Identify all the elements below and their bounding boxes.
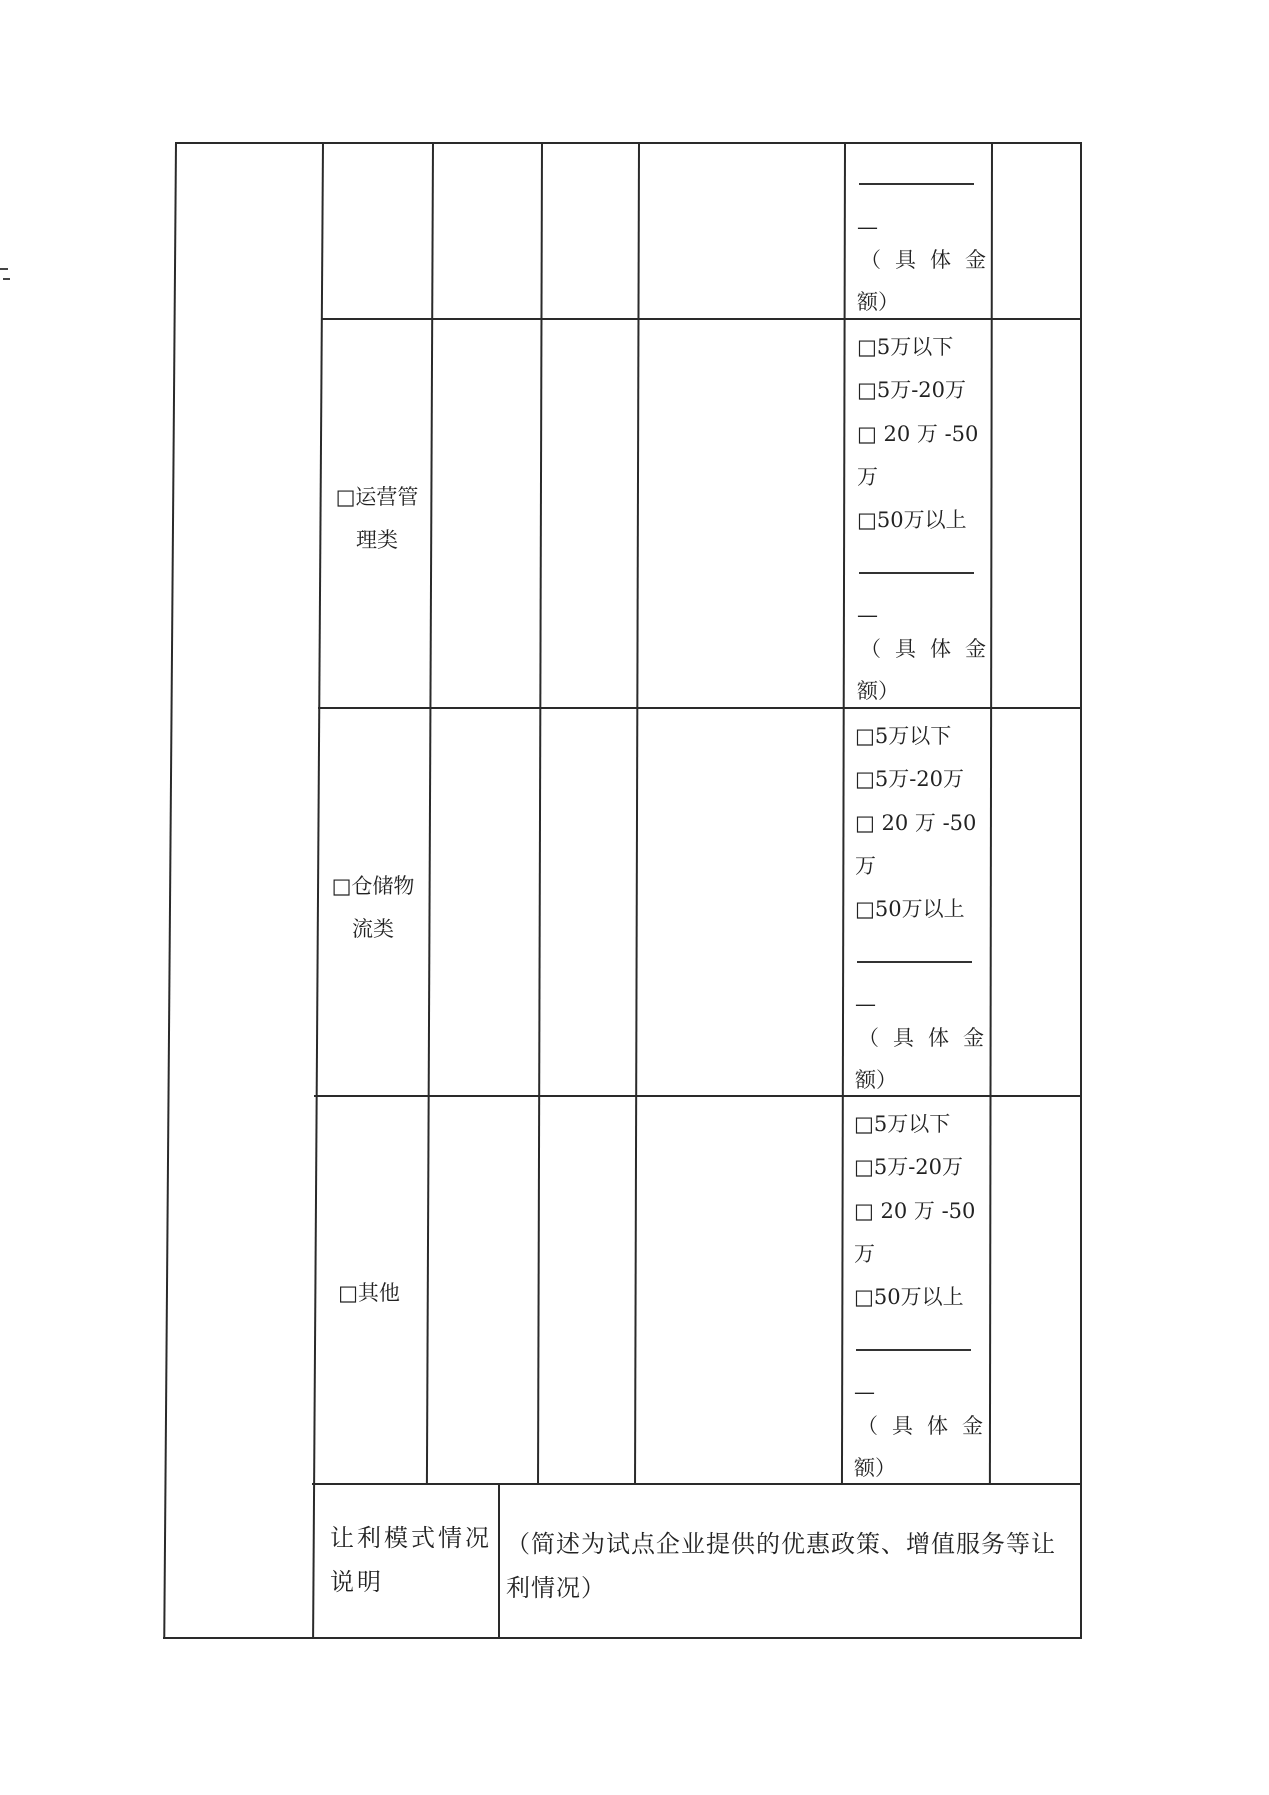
amount-option-20w-50w[interactable]: □ 20 万 -50 <box>855 811 977 835</box>
amount-option-under-5w[interactable]: □5万以下 <box>855 724 952 748</box>
separator-dash: — <box>857 603 878 627</box>
amount-option-over-50w[interactable]: □50万以上 <box>854 1285 964 1309</box>
row-divider <box>318 707 1080 709</box>
blank-underline <box>857 961 972 963</box>
amount-option-5w-20w[interactable]: □5万-20万 <box>857 378 967 402</box>
amount-label: （具体金 <box>857 1414 997 1438</box>
column-divider <box>498 1483 500 1638</box>
row-divider <box>322 318 1080 320</box>
table-border-bottom <box>163 1637 1080 1639</box>
amount-option-5w-20w[interactable]: □5万-20万 <box>854 1155 964 1179</box>
category-line: □运营管 <box>335 485 419 509</box>
column-divider <box>841 142 846 1484</box>
category-line: 流类 <box>352 917 394 941</box>
amount-option-20w-50w-cont: 万 <box>855 854 876 878</box>
amount-label: （具体金 <box>860 637 1000 661</box>
amount-option-20w-50w-cont: 万 <box>857 465 878 489</box>
category-line: □其他 <box>338 1281 400 1305</box>
separator-dash: — <box>855 992 876 1016</box>
description-line: 利情况） <box>506 1574 606 1602</box>
amount-label-end: 额） <box>854 1456 896 1480</box>
separator-dash: — <box>854 1380 875 1404</box>
amount-label: （具体金 <box>860 248 1000 272</box>
amount-label-end: 额） <box>855 1068 897 1092</box>
amount-option-under-5w[interactable]: □5万以下 <box>857 335 954 359</box>
amount-option-over-50w[interactable]: □50万以上 <box>857 508 967 532</box>
label-line: 让利模式情况 <box>330 1524 492 1552</box>
amount-option-over-50w[interactable]: □50万以上 <box>855 897 965 921</box>
column-divider <box>989 142 993 1484</box>
concession-description[interactable] <box>506 1522 1056 1610</box>
column-divider <box>537 142 543 1484</box>
label-line: 说明 <box>330 1568 384 1596</box>
amount-label: （具体金 <box>858 1026 998 1050</box>
margin-mark <box>0 268 8 270</box>
blank-underline <box>859 183 974 185</box>
amount-option-20w-50w[interactable]: □ 20 万 -50 <box>854 1199 976 1223</box>
column-divider <box>426 142 434 1484</box>
table-border-left <box>163 142 177 1638</box>
amount-option-20w-50w-cont: 万 <box>854 1242 875 1266</box>
table-border-right <box>1080 142 1082 1639</box>
amount-option-under-5w[interactable]: □5万以下 <box>854 1112 951 1136</box>
category-other[interactable] <box>314 1272 424 1315</box>
column-divider <box>634 142 640 1484</box>
amount-option-20w-50w[interactable]: □ 20 万 -50 <box>857 422 979 446</box>
blank-underline <box>856 1349 971 1351</box>
category-line: □仓储物 <box>331 874 415 898</box>
table-border-top <box>175 142 1080 144</box>
amount-option-5w-20w[interactable]: □5万-20万 <box>855 767 965 791</box>
category-line: 理类 <box>356 528 398 552</box>
description-line: （简述为试点企业提供的优惠政策、增值服务等让 <box>506 1530 1056 1558</box>
amount-label-end: 额） <box>857 679 899 703</box>
separator-dash: — <box>857 215 878 239</box>
blank-underline <box>859 572 974 574</box>
amount-label-end: 额） <box>857 290 899 314</box>
concession-label <box>330 1516 492 1604</box>
margin-mark <box>3 278 10 280</box>
category-warehousing[interactable] <box>318 865 428 951</box>
category-operations[interactable] <box>322 476 432 562</box>
